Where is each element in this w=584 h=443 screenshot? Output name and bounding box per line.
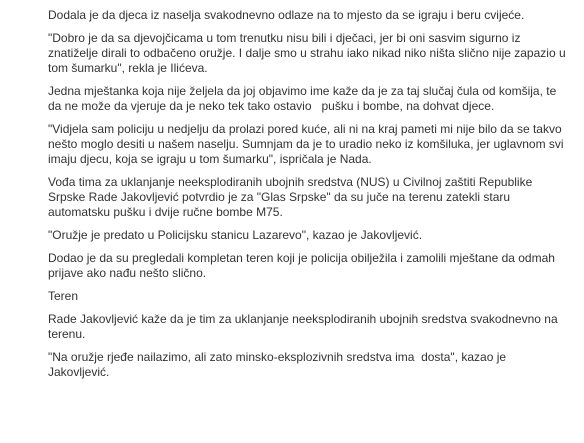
article-paragraph: Jedna mještanka koja nije željela da joj objavimo ime kaže da je za taj slučaj čula od komšija, te da ne može da vjeruje da je neko tek tako ostavio pušku i bombe, na dohvat djece.: [48, 84, 560, 113]
article-paragraph: "Oružje je predato u Policijsku stanicu Lazarevo", kazao je Jakovljević.: [48, 228, 423, 242]
article-paragraph: Dodao je da su pregledali kompletan teren koji je policija obilježila i zamolili mještane da odmah prijave ako nađu nešto slično.: [48, 251, 559, 280]
article-paragraph: "Na oružje rjeđe nailazimo, ali zato minsko-eksplozivnih sredstva ima dosta", kazao je Jakovljević.: [48, 350, 510, 379]
article-paragraph: Vođa tima za uklanjanje neeksplodiranih ubojnih sredstva (NUS) u Civilnoj zaštiti Republike Srpske Rade Jakovljević potvrdio je za "Glas Srpske" da su juče na terenu zatekli staru automatsku pušku i dvije ručne bombe M75.: [48, 175, 536, 219]
article-paragraph: "Dobro je da sa djevojčicama u tom trenutku nisu bili i dječaci, jer bi oni sasvim sigurno iz znatiželje dirali to odbačeno oružje. I dalje smo u strahu iako nikad niko ništa slično nije zapazio u tom šumarku", rekla je Ilićeva.: [48, 31, 569, 75]
article-paragraph: Dodala je da djeca iz naselja svakodnevno odlaze na to mjesto da se igraju i beru cvijeće.: [48, 8, 525, 22]
article-paragraph: "Vidjela sam policiju u nedjelju da prolazi pored kuće, ali ni na kraj pameti mi nije bilo da se takvo nešto moglo desiti u našem naselju. Sumnjam da je to uradio neko iz komšiluka, jer uglavnom svi imaju djecu, koja se igraju u tom šumarku", ispričala je Nada.: [48, 122, 567, 166]
article-paragraph: Rade Jakovljević kaže da je tim za uklanjanje neeksplodiranih ubojnih sredstva svakodnevno na terenu.: [48, 312, 561, 341]
article-body: [48, 0, 568, 388]
article-subheading: Teren: [48, 289, 79, 303]
